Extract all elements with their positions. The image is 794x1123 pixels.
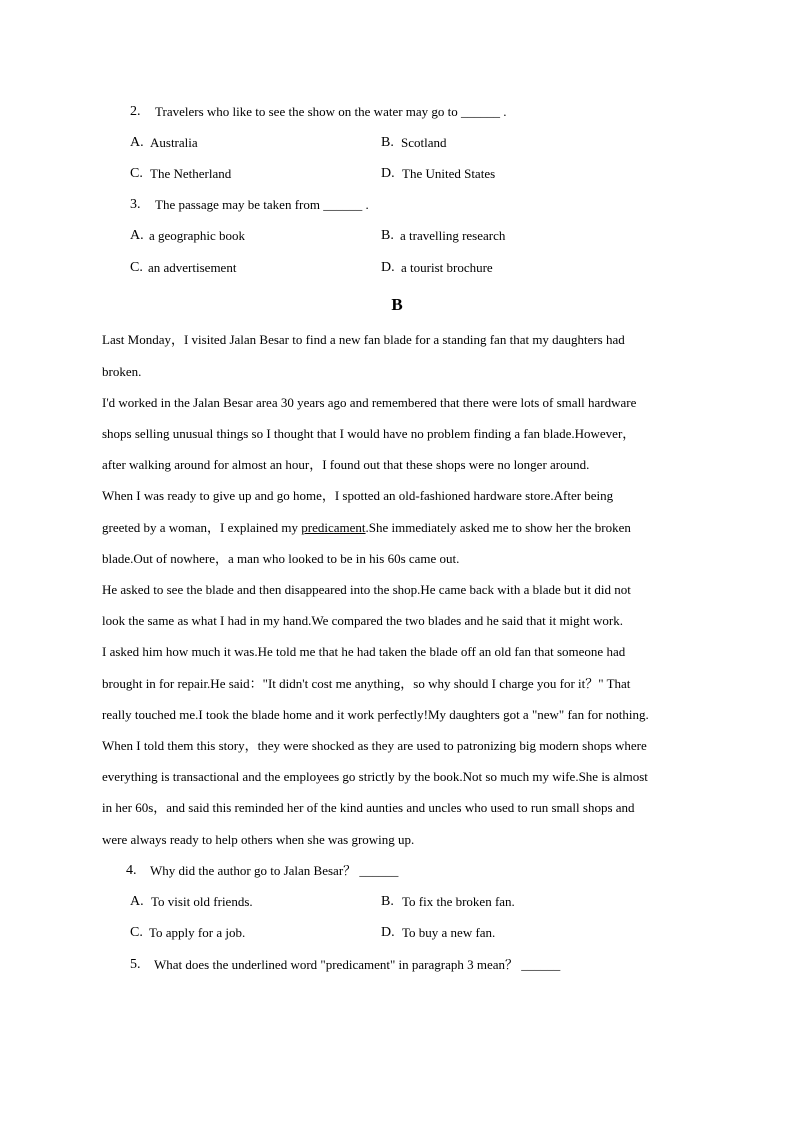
q3-option-a-letter: A.: [130, 228, 144, 243]
q2-option-a-text: Australia: [150, 135, 198, 150]
passage-line-12: brought in for repair.He said："It didn't cost me anything，so why should I charge you for it？" That: [102, 676, 631, 691]
passage-line-6: When I was ready to give up and go home，I spotted an old-fashioned hardware store.After being: [102, 488, 614, 503]
q3-option-c-text: an advertisement: [148, 260, 237, 275]
question-5-stem: What does the underlined word "predicament" in paragraph 3 mean？ ______: [154, 957, 561, 972]
q4-option-d-text: To buy a new fan.: [402, 925, 496, 940]
question-3-stem: The passage may be taken from ______ .: [155, 197, 369, 212]
q3-option-b-letter: B.: [381, 228, 394, 243]
passage-line-9: He asked to see the blade and then disappeared into the shop.He came back with a blade but it did not: [102, 582, 631, 597]
passage-line-5: after walking around for almost an hour，I found out that these shops were no longer around.: [102, 457, 590, 472]
passage-line-17: were always ready to help others when she was growing up.: [102, 832, 415, 847]
question-4-stem: Why did the author go to Jalan Besar？ ______: [150, 863, 399, 878]
question-2-stem: Travelers who like to see the show on the water may go to ______ .: [155, 104, 507, 119]
q4-option-b-letter: B.: [381, 894, 394, 909]
q2-option-b-letter: B.: [381, 135, 394, 150]
question-5-number: 5.: [130, 957, 141, 972]
passage-line-3: I'd worked in the Jalan Besar area 30 years ago and remembered that there were lots of small hardware: [102, 395, 637, 410]
passage-line-8: blade.Out of nowhere，a man who looked to be in his 60s came out.: [102, 551, 460, 566]
q2-option-c-letter: C.: [130, 166, 143, 181]
passage-line-7-start: greeted by a woman，I explained my: [102, 520, 302, 535]
q3-option-a-text: a geographic book: [149, 228, 246, 243]
passage-line-14: When I told them this story，they were shocked as they are used to patronizing big modern shops where: [102, 738, 647, 753]
underlined-word-predicament: predicament: [301, 520, 366, 535]
q4-option-a-letter: A.: [130, 894, 144, 909]
q2-option-d-text: The United States: [402, 166, 496, 181]
passage-line-11: I asked him how much it was.He told me that he had taken the blade off an old fan that someone had: [102, 644, 626, 659]
q2-option-a-letter: A.: [130, 135, 144, 150]
passage-line-16: in her 60s，and said this reminded her of the kind aunties and uncles who used to run small shops and: [102, 800, 635, 815]
question-2-number: 2.: [130, 104, 141, 119]
q3-option-b-text: a travelling research: [400, 228, 506, 243]
q4-option-b-text: To fix the broken fan.: [402, 894, 515, 909]
question-4-number: 4.: [126, 863, 137, 878]
passage-line-15: everything is transactional and the employees go strictly by the book.Not so much my wife.She is almost: [102, 769, 648, 784]
q4-option-c-text: To apply for a job.: [149, 925, 246, 940]
passage-line-4: shops selling unusual things so I thought that I would have no problem finding a fan blade.However，: [102, 426, 636, 441]
q2-option-d-letter: D.: [381, 166, 395, 181]
q2-option-b-text: Scotland: [401, 135, 447, 150]
q3-option-d-text: a tourist brochure: [401, 260, 493, 275]
passage-line-13: really touched me.I took the blade home and it work perfectly!My daughters got a "new" fan for nothing.: [102, 707, 649, 722]
q2-option-c-text: The Netherland: [150, 166, 232, 181]
q4-option-a-text: To visit old friends.: [151, 894, 253, 909]
passage-line-10: look the same as what I had in my hand.We compared the two blades and he said that it might work.: [102, 613, 623, 628]
q3-option-d-letter: D.: [381, 260, 395, 275]
passage-line-7-end: .She immediately asked me to show her the broken: [365, 520, 631, 535]
passage-line-7: [102, 520, 631, 536]
passage-line-1: Last Monday，I visited Jalan Besar to find a new fan blade for a standing fan that my daughters had: [102, 332, 625, 347]
q3-option-c-letter: C.: [130, 260, 143, 275]
passage-line-2: broken.: [102, 364, 142, 379]
q4-option-d-letter: D.: [381, 925, 395, 940]
q4-option-c-letter: C.: [130, 925, 143, 940]
question-3-number: 3.: [130, 197, 141, 212]
section-heading: B: [391, 295, 403, 314]
